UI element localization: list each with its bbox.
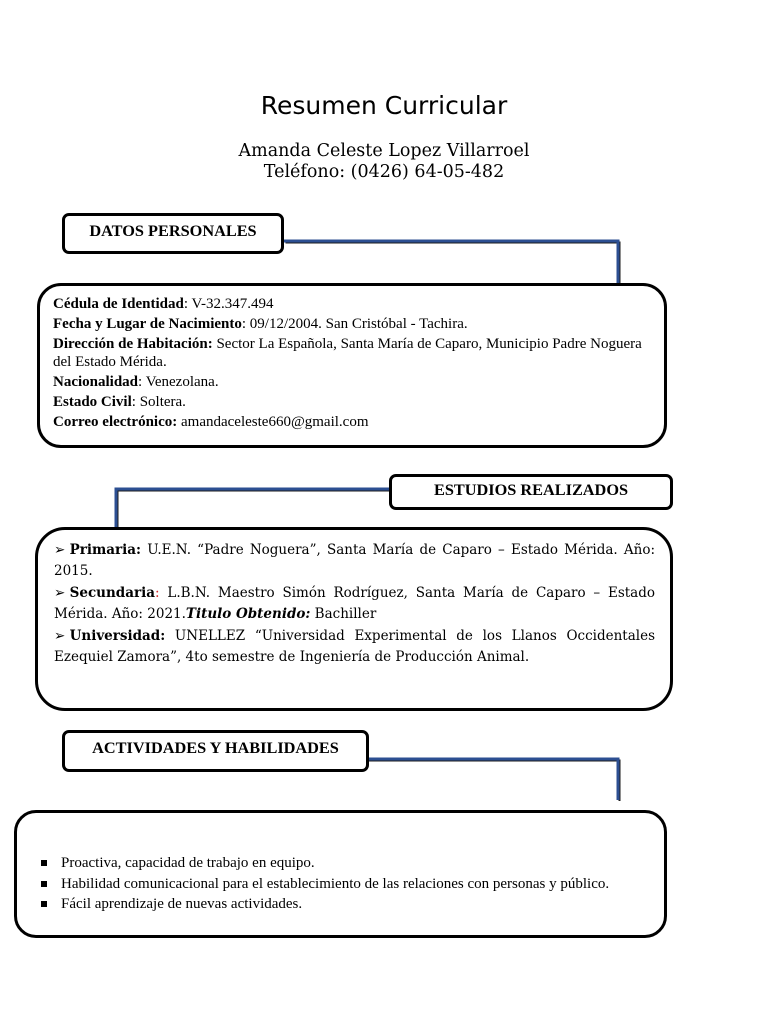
education-item-primaria <box>54 540 655 583</box>
education-level-separator: : <box>154 584 160 601</box>
education-box <box>35 527 673 711</box>
connector-actividades-habilidades <box>369 759 620 801</box>
field-label: Cédula de Identidad <box>53 296 184 312</box>
field-separator: : <box>138 373 143 390</box>
connector-shadow <box>286 243 620 285</box>
field-direccion <box>53 336 653 371</box>
education-detail: UNELLEZ “Universidad Experimental de los Llanos Occidentales Ezequiel Zamora”, 4to semestre de Ingeniería de Producción Animal. <box>54 627 656 666</box>
square-bullet-icon <box>41 881 47 887</box>
connector-estudios-realizados <box>116 489 389 527</box>
field-nacionalidad <box>53 374 653 392</box>
connector-shadow <box>369 761 620 802</box>
field-label: Dirección de Habitación: <box>53 336 213 352</box>
section-heading-datos-personales <box>62 213 284 254</box>
activities-list <box>41 853 654 915</box>
field-separator: : <box>131 393 136 410</box>
activities-box <box>14 810 667 938</box>
field-cedula <box>53 296 653 314</box>
candidate-phone: Teléfono: (0426) 64-05-482 <box>263 162 505 182</box>
field-estado-civil <box>53 394 653 412</box>
connector-line <box>369 759 618 800</box>
activity-text: Fácil aprendizaje de nuevas actividades. <box>61 896 303 912</box>
section-heading-label: ACTIVIDADES Y HABILIDADES <box>92 738 339 757</box>
connector-datos-personales <box>284 241 620 284</box>
document-title: Resumen Curricular <box>260 91 508 120</box>
education-list <box>54 540 655 668</box>
field-label: Nacionalidad <box>53 373 139 390</box>
field-value: V-32.347.494 <box>191 296 274 312</box>
connector-shadow <box>118 491 390 528</box>
field-value: Venezolana. <box>145 373 219 390</box>
list-item <box>41 874 654 895</box>
section-heading-label: ESTUDIOS REALIZADOS <box>433 480 629 499</box>
field-separator: : <box>183 296 189 312</box>
square-bullet-icon <box>41 860 47 866</box>
list-item <box>41 894 654 915</box>
candidate-name: Amanda Celeste Lopez Villarroel <box>238 141 530 161</box>
field-value: 09/12/2004. San Cristóbal - Tachira. <box>249 316 468 332</box>
degree-value: Bachiller <box>314 606 377 623</box>
connector-line <box>116 489 389 527</box>
section-heading-estudios-realizados <box>389 474 673 510</box>
square-bullet-icon <box>41 901 47 907</box>
personal-data-list <box>53 296 653 431</box>
degree-label: Titulo Obtenido: <box>185 606 311 623</box>
field-value: Sector La Española, Santa María de Caparo, Municipio Padre Noguera del Estado Mérida. <box>53 336 642 370</box>
activity-text: Habilidad comunicacional para el establecimiento de las relaciones con personas y público. <box>61 875 610 892</box>
education-item-universidad <box>54 626 655 669</box>
education-level-label: Secundaria <box>69 584 155 601</box>
activity-text: Proactiva, capacidad de trabajo en equipo. <box>61 855 315 871</box>
field-separator: : <box>241 316 247 332</box>
education-detail: U.E.N. “Padre Noguera”, Santa María de Caparo – Estado Mérida. Año: 2015. <box>54 542 655 580</box>
field-value: amandaceleste660@gmail.com <box>181 413 369 430</box>
section-heading-actividades-habilidades <box>62 730 369 772</box>
education-item-secundaria <box>54 583 655 626</box>
field-nacimiento <box>53 316 653 334</box>
field-value: Soltera. <box>139 393 186 410</box>
section-heading-label: DATOS PERSONALES <box>89 221 257 240</box>
field-label: Fecha y Lugar de Nacimiento <box>53 316 242 332</box>
education-level-label: Primaria: <box>69 542 142 558</box>
connector-line <box>284 241 618 283</box>
field-label: Correo electrónico: <box>53 413 178 430</box>
list-item <box>41 853 654 874</box>
personal-data-box <box>37 283 667 448</box>
arrowhead-bullet-icon <box>54 585 65 601</box>
field-correo <box>53 414 653 432</box>
education-detail: L.B.N. Maestro Simón Rodríguez, Santa María de Caparo – Estado Mérida. Año: 2021. <box>54 584 655 623</box>
arrowhead-bullet-icon <box>54 628 65 644</box>
arrowhead-bullet-icon <box>54 542 65 558</box>
field-label: Estado Civil <box>53 393 132 410</box>
education-level-label: Universidad: <box>69 627 166 644</box>
